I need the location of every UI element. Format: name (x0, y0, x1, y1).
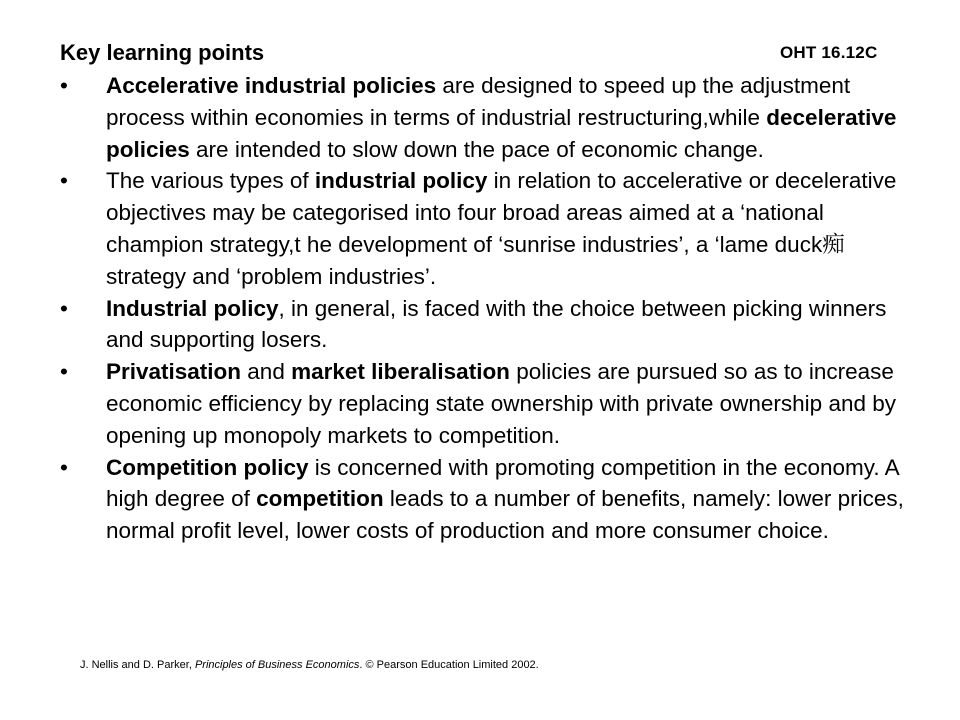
bullet-icon: • (60, 359, 68, 385)
key-points-list (60, 70, 920, 547)
citation-book-title: Principles of Business Economics (194, 659, 360, 671)
bullet-icon: • (60, 454, 68, 480)
key-point-5 (60, 452, 920, 547)
point-text: are intended to slow down the pace of economic change. (189, 136, 764, 162)
point-text: policies are pursued so as to increase economic efficiency by replacing state ownership with private ownership and by opening up monopoly markets to competition. (106, 359, 897, 448)
key-point-1 (60, 70, 920, 165)
point-text: , in general, is faced with the choice between picking winners and supporting losers. (106, 295, 887, 353)
slide-code: OHT 16.12C (780, 43, 878, 62)
key-point-2 (60, 165, 920, 292)
citation-footer (80, 659, 539, 671)
citation-copyright: . © Pearson Education Limited 2002. (359, 659, 539, 671)
key-point-3 (60, 293, 920, 357)
key-term: Competition policy (106, 454, 309, 480)
key-term: industrial policy (314, 168, 488, 194)
point-text: in relation to accelerative or decelerative objectives may be categorised into four broad areas aimed at a ‘national champion strategy,t he development of ‘sunrise industries’, a ‘lame duck痴strategy and ‘problem industries’. (106, 168, 897, 289)
citation-authors: J. Nellis and D. Parker, (80, 659, 195, 671)
key-term: competition (256, 486, 384, 512)
key-term: Accelerative industrial policies (106, 73, 437, 98)
point-text: and (241, 359, 292, 385)
bullet-icon: • (60, 295, 68, 321)
key-term: Industrial policy (106, 295, 279, 321)
point-text: leads to a number of benefits, namely: lower prices, normal profit level, lower costs of production and more consumer choice. (106, 486, 904, 544)
key-term: decelerative policies (106, 104, 897, 162)
bullet-icon: • (60, 73, 68, 98)
bullet-icon: • (60, 168, 68, 194)
point-text: is concerned with promoting competition in the economy. A high degree of (106, 454, 899, 512)
key-term: Privatisation (106, 359, 242, 385)
slide-title: Key learning points (60, 40, 265, 65)
point-text: The various types of (106, 168, 315, 194)
point-text: are designed to speed up the adjustment process within economies in terms of industrial restructuring,while (106, 73, 851, 130)
key-point-4 (60, 356, 920, 451)
key-term: market liberalisation (291, 359, 510, 385)
